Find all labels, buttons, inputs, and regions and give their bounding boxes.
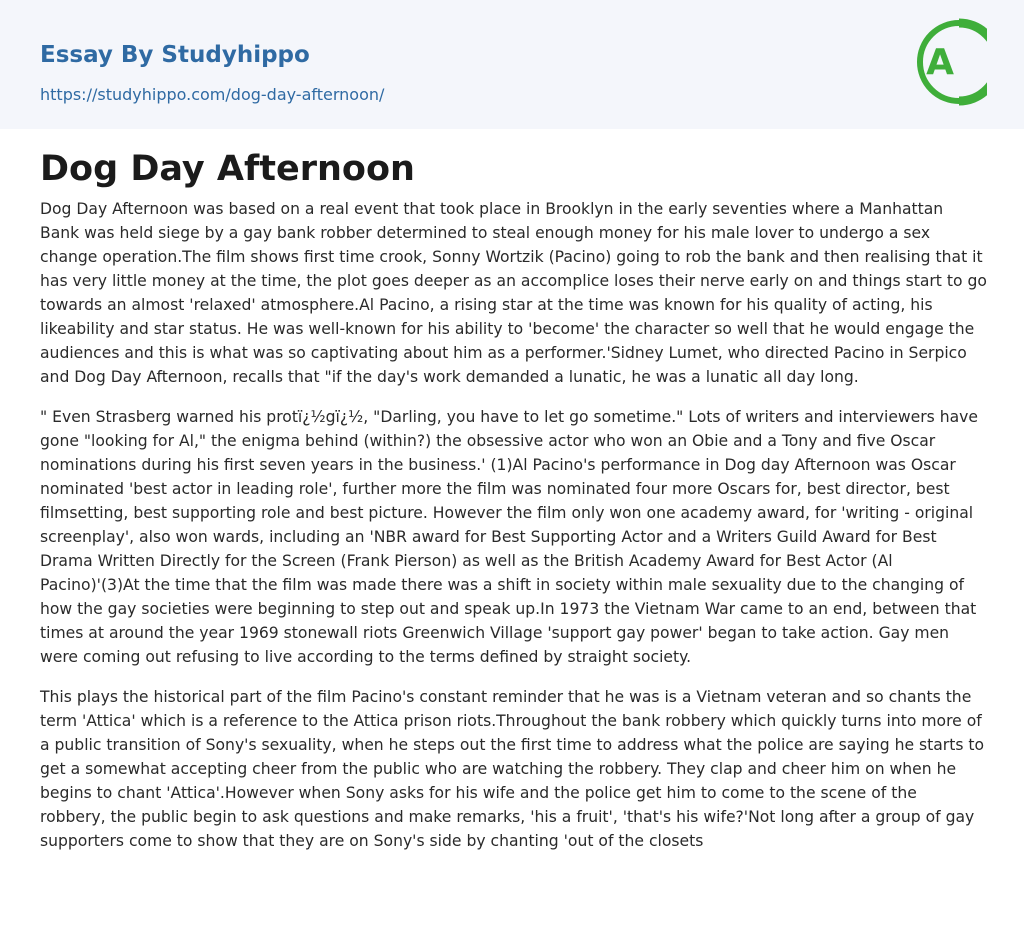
- paragraph-2: " Even Strasberg warned his protï¿½gï¿½, "Darling, you have to let go sometime." Lots of writers and interviewers have gone "looking for Al," the enigma behind (within?) the obsessive actor who won an Obie and a Tony and five Oscar nominations during his first seven years in the business.' (1)Al Pacino's performance in Dog day Afternoon was Oscar nominated 'best actor in leading role', further more the film was nominated four more Oscars for, best director, best filmsetting, best supporting role and best picture. However the film only won one academy award, for 'writing - original screenplay', also won wards, including an 'NBR award for Best Supporting Actor and a Writers Guild Award for Best Drama Written Directly for the Screen (Frank Pierson) as well as the British Academy Award for Best Actor (Al Pacino)'(3)At the time that the film was made there was a shift in society within male sexuality due to the changing of how the gay societies were beginning to step out and speak up.In 1973 the Vietnam War came to an end, between that times at around the year 1969 stonewall riots Greenwich Village 'support gay power' began to take action. Gay men were coming out refusing to live according to the terms defined by straight society.: [40, 408, 979, 666]
- paragraph-3: This plays the historical part of the film Pacino's constant reminder that he was is a Vietnam veteran and so chants the term 'Attica' which is a reference to the Attica prison riots.Throughout the bank robbery which quickly turns into more of a public transition of Sony's sexuality, when he steps out the first time to address what the police are saying he starts to get a somewhat accepting cheer from the public who are watching the robbery. They clap and cheer him on when he begins to chant 'Attica'.However when Sony asks for his wife and the police get him to come to the scene of the robbery, the public begin to ask questions and make remarks, 'his a fruit', 'that's his wife?'Not long after a group of gay supporters come to show that they are on Sony's side by chanting 'out of the closets: [40, 688, 985, 850]
- paragraph-1: Dog Day Afternoon was based on a real event that took place in Brooklyn in the early seventies where a Manhattan Bank was held siege by a gay bank robber determined to steal enough money for his male lover to undergo a sex change operation.The film shows first time crook, Sonny Wortzik (Pacino) going to rob the bank and then realising that it has very little money at the time, the plot goes deeper as an accomplice loses their nerve early on and things start to go towards an almost 'relaxed' atmosphere.Al Pacino, a rising star at the time was known for his quality of acting, his likeability and star status. He was well-known for his ability to 'become' the character so well that he would engage the audiences and this is what was so captivating about him as a performer.'Sidney Lumet, who directed Pacino in Serpico and Dog Day Afternoon, recalls that "if the day's work demanded a lunatic, he was a lunatic all day long.: [40, 200, 987, 386]
- brand-title[interactable]: Essay By Studyhippo: [40, 42, 310, 68]
- logo-letter: A: [926, 42, 954, 83]
- page-title: Dog Day Afternoon: [40, 149, 415, 189]
- studyhippo-logo-icon[interactable]: [911, 18, 987, 106]
- article: [0, 129, 1024, 853]
- site-header: [0, 0, 1024, 129]
- essay-url-link[interactable]: https://studyhippo.com/dog-day-afternoon/: [40, 85, 385, 104]
